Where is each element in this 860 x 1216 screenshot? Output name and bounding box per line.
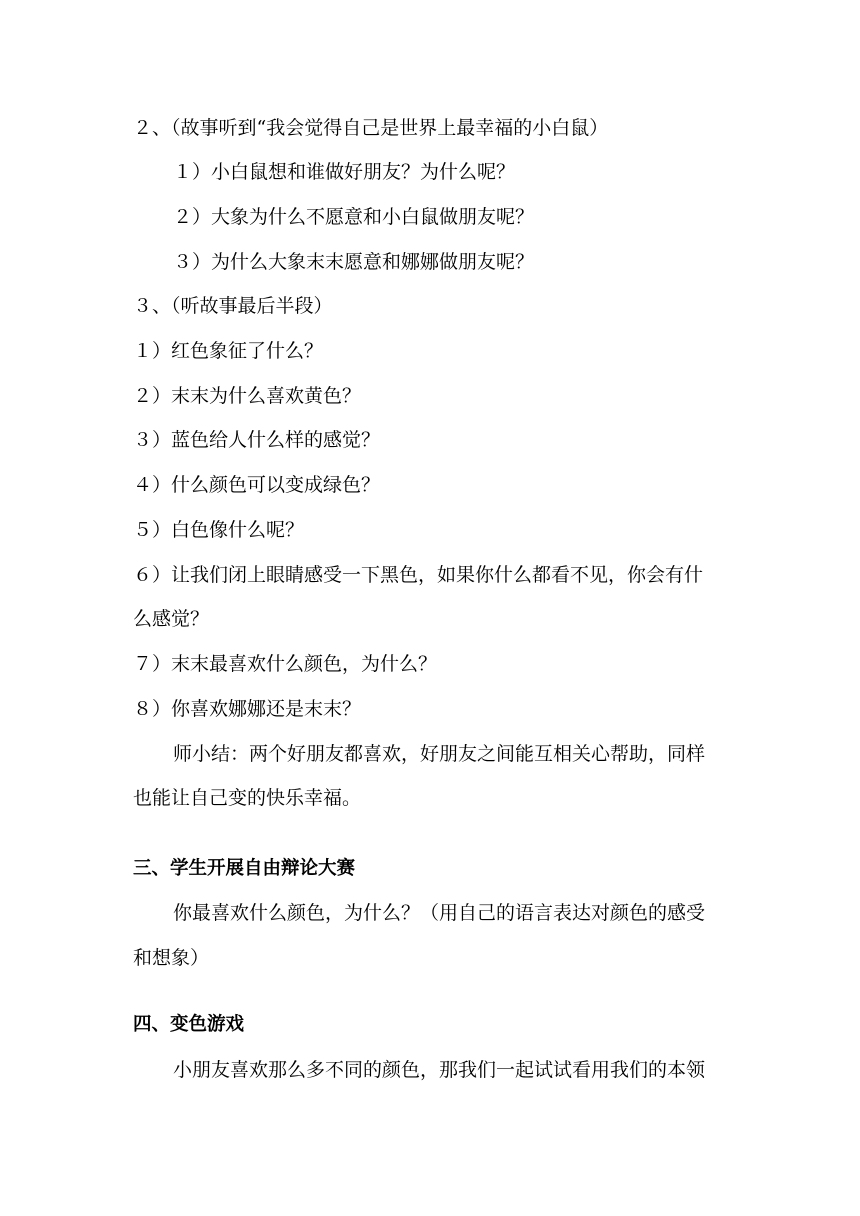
section-3-question-8: ８）你喜欢娜娜还是末末？ <box>133 698 362 720</box>
teacher-summary-line-1: 师小结：两个好朋友都喜欢，好朋友之间能互相关心帮助，同样 <box>173 743 706 765</box>
section-2-question-1: １）小白鼠想和谁做好朋友？为什么呢？ <box>173 161 516 183</box>
section-2-question-2: ２）大象为什么不愿意和小白鼠做朋友呢？ <box>173 206 535 228</box>
teacher-summary-line-2: 也能让自己变的快乐幸福。 <box>133 787 362 809</box>
section-2-title: ２、（故事听到“我会觉得自己是世界上最幸福的小白鼠） <box>133 117 609 139</box>
section-3-question-7: ７）末末最喜欢什么颜色，为什么？ <box>133 653 438 675</box>
section-3-question-5: ５）白色像什么呢？ <box>133 519 305 541</box>
part-3-body-line-1: 你最喜欢什么颜色，为什么？（用自己的语言表达对颜色的感受 <box>173 902 706 924</box>
section-3-title: ３、（听故事最后半段） <box>133 295 333 317</box>
section-3-question-1: １）红色象征了什么？ <box>133 340 324 362</box>
part-3-heading: 三、学生开展自由辩论大赛 <box>133 858 356 879</box>
section-3-question-3: ３）蓝色给人什么样的感觉？ <box>133 429 381 451</box>
part-4-body-line-1: 小朋友喜欢那么多不同的颜色，那我们一起试试看用我们的本领 <box>173 1059 706 1081</box>
part-3-body-line-2: 和想象） <box>133 947 210 969</box>
section-3-question-2: ２）末末为什么喜欢黄色？ <box>133 385 362 407</box>
section-3-question-4: ４）什么颜色可以变成绿色？ <box>133 474 381 496</box>
section-2-question-3: ３）为什么大象末末愿意和娜娜做朋友呢？ <box>173 251 535 273</box>
section-3-question-6: ６）让我们闭上眼睛感受一下黑色，如果你什么都看不见，你会有什 <box>133 564 704 586</box>
section-3-question-6-cont: 么感觉？ <box>133 608 210 630</box>
part-4-heading: 四、变色游戏 <box>133 1014 245 1035</box>
